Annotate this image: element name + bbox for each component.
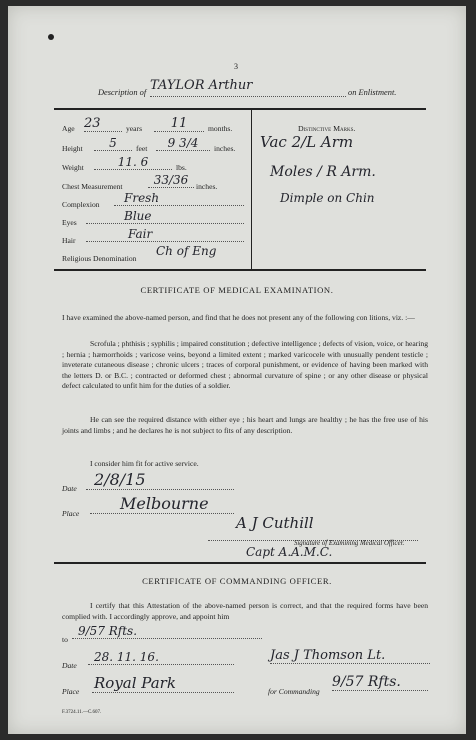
age-years-value: 23 <box>84 116 122 132</box>
medical-signature-title: Capt A.A.M.C. <box>246 545 333 559</box>
commanding-place-label: Place <box>62 687 80 696</box>
eyes-label: Eyes <box>62 218 77 227</box>
medical-intro: I have examined the above-named person, and find that he does not present any of the following con litions, viz. :— <box>62 313 415 322</box>
commanding-to-value: 9/57 Rfts. <box>72 624 262 639</box>
medical-place-label: Place <box>62 509 80 518</box>
hair-label: Hair <box>62 236 76 245</box>
age-label: Age <box>62 124 75 133</box>
page-number: 3 <box>234 62 238 71</box>
chest-label: Chest Measurement <box>62 182 123 191</box>
commanding-date-value: 28. 11. 16. <box>88 650 234 665</box>
commanding-to-label: to <box>62 635 68 644</box>
weight-unit: lbs. <box>176 163 187 172</box>
distinctive-mark-2: Moles / R Arm. <box>270 164 376 180</box>
medical-conditions: Scrofula ; phthisis ; syphilis ; impaired constitution ; defective intelligence ; defects of vision, voice, or hearing ; hernia ; hæmorrhoids ; varicose veins, beyond a limited extent ; marked varicocele with unusually pendent testicle ; inveterate cutaneous disease ; chronic ulcers ; traces of corporal punishment, or evidence of having been marked with the letters D. or B.C. ; contracted or deformed chest ; abnormal curvature of spine ; or any other disease or physical defect calculated to unfit him for the duties of a soldier. <box>62 339 428 391</box>
distinctive-mark-1: Vac 2/L Arm <box>260 133 354 151</box>
hair-value: Fair <box>86 227 244 242</box>
distinctive-marks-label: Distinctive Marks. <box>298 124 356 133</box>
commanding-date-label: Date <box>62 661 77 670</box>
height-feet-label: feet <box>136 144 148 153</box>
eyes-value: Blue <box>86 209 244 224</box>
attestation-page <box>8 6 466 734</box>
distinctive-mark-3: Dimple on Chin <box>280 191 375 205</box>
commanding-for-label: for Commanding <box>268 687 320 696</box>
medical-date-value: 2/8/15 <box>86 470 234 490</box>
box-bottom-rule <box>54 269 426 271</box>
chest-value: 33/36 <box>148 173 194 188</box>
description-label: Description of <box>98 88 147 97</box>
height-inches-value: 9 3/4 <box>156 136 210 151</box>
footer-code: F.3724.11.—C.607. <box>62 710 102 715</box>
punch-hole <box>48 34 54 40</box>
section-divider <box>54 562 426 564</box>
age-years-label: years <box>126 124 143 133</box>
age-months-value: 11 <box>154 116 204 132</box>
complexion-value: Fresh <box>114 191 244 206</box>
medical-distance: He can see the required distance with either eye ; his heart and lungs are healthy ; he has the free use of his joints and limbs ; and he declares he is not subject to fits of any description. <box>62 415 428 435</box>
chest-unit: inches. <box>196 182 218 191</box>
commanding-signature: Jas J Thomson Lt. <box>270 648 430 664</box>
commanding-for-value: 9/57 Rfts. <box>332 674 428 691</box>
religion-label: Religious Denomination <box>62 254 137 263</box>
height-inches-label: inches. <box>214 144 236 153</box>
complexion-label: Complexion <box>62 200 100 209</box>
commanding-certificate-title: CERTIFICATE OF COMMANDING OFFICER. <box>142 576 332 586</box>
medical-place-value: Melbourne <box>90 494 234 514</box>
height-label: Height <box>62 144 83 153</box>
description-suffix: on Enlistment. <box>348 88 397 97</box>
religion-value: Ch of Eng <box>156 244 217 258</box>
age-months-label: months. <box>208 124 233 133</box>
medical-signature: A J Cuthill <box>236 514 314 532</box>
medical-fit: I consider him fit for active service. <box>90 459 199 468</box>
weight-label: Weight <box>62 163 84 172</box>
description-name: TAYLOR Arthur <box>150 78 346 97</box>
medical-certificate-title: CERTIFICATE OF MEDICAL EXAMINATION. <box>140 285 334 295</box>
height-feet-value: 5 <box>94 136 132 151</box>
box-divider <box>251 109 252 269</box>
commanding-place-value: Royal Park <box>92 674 234 693</box>
box-top-rule <box>54 108 426 110</box>
medical-officer-label: Signature of Examining Medical Officer. <box>294 540 405 547</box>
weight-value: 11. 6 <box>94 155 172 170</box>
medical-date-label: Date <box>62 484 77 493</box>
commanding-text: I certify that this Attestation of the above-named person is correct, and that the required forms have been complied with. I accordingly approve, and appoint him <box>62 601 428 621</box>
